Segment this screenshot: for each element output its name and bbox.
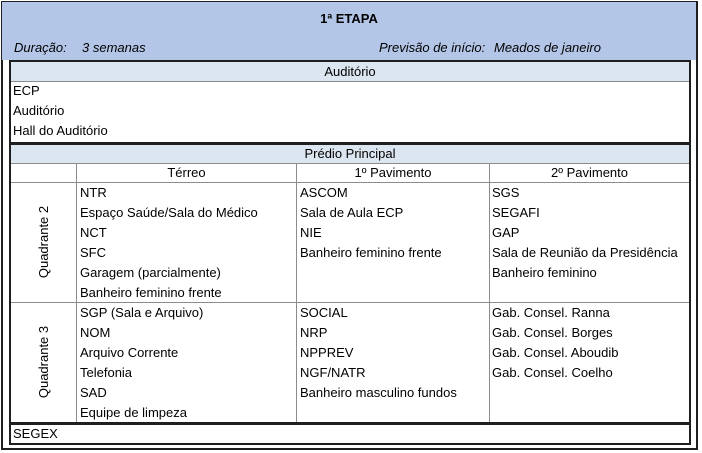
- column-separator: [76, 164, 77, 422]
- list-item: SGS: [492, 185, 520, 200]
- list-item: Telefonia: [80, 365, 133, 380]
- column-separator: [296, 164, 297, 422]
- list-item: Banheiro feminino: [492, 265, 597, 280]
- list-item: Sala de Reunião da Presidência: [492, 245, 678, 260]
- q2-pav1-list: [300, 183, 442, 263]
- stage-title: 1ª ETAPA: [320, 11, 378, 26]
- quadrante-2-label: Quadrante 2: [36, 205, 51, 279]
- quadrante-3-label: Quadrante 3: [36, 325, 51, 399]
- list-item: NIE: [300, 225, 322, 240]
- list-item: ECP: [13, 83, 40, 98]
- column-header-pav1: 1º Pavimento: [354, 165, 432, 180]
- start-forecast-value: Meados de janeiro: [494, 40, 601, 55]
- list-item: Banheiro feminino frente: [80, 285, 222, 300]
- list-item: ASCOM: [300, 185, 348, 200]
- list-item: SOCIAL: [300, 305, 348, 320]
- list-item: Banheiro feminino frente: [300, 245, 442, 260]
- list-item: Sala de Aula ECP: [300, 205, 404, 220]
- list-item: Hall do Auditório: [13, 123, 108, 138]
- column-header-terreo: Térreo: [167, 165, 206, 180]
- predio-title: Prédio Principal: [11, 145, 689, 163]
- auditorio-title: Auditório: [11, 62, 689, 81]
- list-item: Gab. Consel. Ranna: [492, 305, 610, 320]
- segex-label: SEGEX: [13, 426, 58, 441]
- column-header-pav2: 2º Pavimento: [550, 165, 628, 180]
- q3-pav1-list: [300, 303, 457, 403]
- list-item: Espaço Saúde/Sala do Médico: [80, 205, 258, 220]
- duration-value: 3 semanas: [82, 40, 146, 55]
- list-item: SAD: [80, 385, 107, 400]
- auditorio-list: [13, 81, 108, 141]
- q2-terreo-list: [80, 183, 258, 303]
- list-item: Gab. Consel. Aboudib: [492, 345, 619, 360]
- list-item: NOM: [80, 325, 111, 340]
- stage-header: [2, 2, 696, 60]
- list-item: SFC: [80, 245, 106, 260]
- list-item: SGP (Sala e Arquivo): [80, 305, 204, 320]
- list-item: Arquivo Corrente: [80, 345, 179, 360]
- list-item: NGF/NATR: [300, 365, 366, 380]
- column-separator: [489, 164, 490, 422]
- list-item: SEGAFI: [492, 205, 540, 220]
- q3-terreo-list: [80, 303, 203, 423]
- list-item: NCT: [80, 225, 107, 240]
- q3-pav2-list: [492, 303, 618, 383]
- list-item: Equipe de limpeza: [80, 405, 187, 420]
- list-item: NPPREV: [300, 345, 354, 360]
- divider: [11, 81, 689, 82]
- start-forecast-label: Previsão de início:: [379, 40, 486, 55]
- list-item: NRP: [300, 325, 328, 340]
- list-item: GAP: [492, 225, 520, 240]
- duration-label: Duração:: [14, 40, 67, 55]
- list-item: Garagem (parcialmente): [80, 265, 221, 280]
- list-item: NTR: [80, 185, 107, 200]
- list-item: Gab. Consel. Borges: [492, 325, 613, 340]
- list-item: Gab. Consel. Coelho: [492, 365, 613, 380]
- list-item: Auditório: [13, 103, 65, 118]
- q2-pav2-list: [492, 183, 678, 283]
- list-item: Banheiro masculino fundos: [300, 385, 457, 400]
- segex-section: [9, 423, 691, 445]
